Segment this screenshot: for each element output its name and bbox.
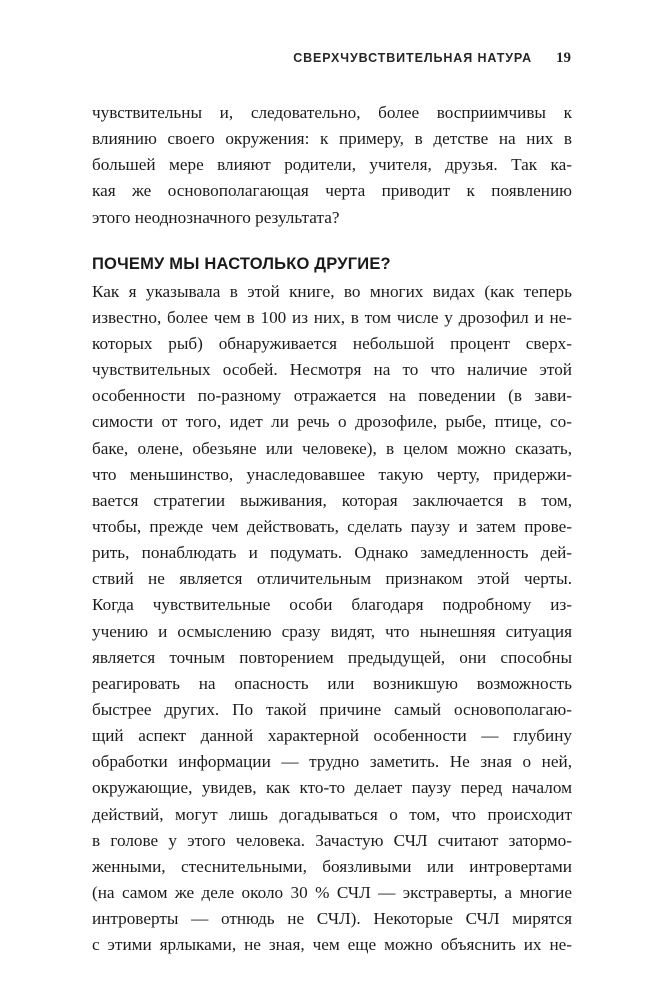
text-line: с этими ярлыками, не зная, чем еще можно объяснить их не- — [92, 935, 572, 955]
text-line: учению и осмыслению сразу видят, что нынешняя ситуация — [92, 621, 572, 641]
paragraph-2 — [92, 279, 572, 959]
running-head-title: СВЕРХЧУВСТВИТЕЛЬНАЯ НАТУРА — [293, 51, 532, 65]
running-head — [293, 50, 571, 67]
text-line: щий аспект данной характерной особенности — глубину — [92, 726, 572, 746]
text-line: обработки информации — трудно заметить. Не зная о ней, — [92, 752, 572, 772]
text-line: чувствительных особей. Несмотря на то что наличие этой — [92, 360, 572, 380]
paragraph-1 — [92, 100, 572, 231]
text-line: является точным повторением предыдущей, они способны — [92, 647, 572, 667]
text-line: чтобы, прежде чем действовать, сделать паузу и затем прове- — [92, 516, 572, 536]
text-line: известно, более чем в 100 из них, в том числе у дрозофил и не- — [92, 307, 572, 327]
body-text — [92, 100, 572, 958]
text-line: которых рыб) обнаруживается небольшой процент сверх- — [92, 333, 572, 353]
text-line: Как я указывала в этой книге, во многих видах (как теперь — [92, 281, 572, 301]
text-line: баке, олене, обезьяне или человеке), в целом можно сказать, — [92, 438, 572, 458]
text-line: кая же основополагающая черта приводит к появлению — [92, 181, 572, 201]
page-number: 19 — [556, 50, 571, 66]
text-line: вается стратегии выживания, которая заключается в том, — [92, 490, 572, 510]
text-line: влиянию своего окружения: к примеру, в детстве на них в — [92, 129, 572, 149]
text-line: рить, понаблюдать и подумать. Однако замедленность дей- — [92, 543, 572, 563]
text-line: женными, стеснительными, боязливыми или интровертами — [92, 856, 572, 876]
text-line: быстрее других. По такой причине самый основополагаю- — [92, 699, 572, 719]
text-line: особенности по-разному отражается на поведении (в зави- — [92, 386, 572, 406]
text-line: окружающие, увидев, как кто-то делает паузу перед началом — [92, 778, 572, 798]
text-line: этого неоднозначного результата? — [92, 207, 340, 227]
text-line: действий, могут лишь догадываться о том, что происходит — [92, 804, 572, 824]
text-line: интроверты — отнюдь не СЧЛ). Некоторые СЧЛ мирятся — [92, 909, 572, 929]
text-line: симости от того, идет ли речь о дрозофиле, рыбе, птице, со- — [92, 412, 572, 432]
text-line: реагировать на опасность или возникшую возможность — [92, 673, 572, 693]
text-line: Когда чувствительные особи благодаря подробному из- — [92, 595, 572, 615]
text-line: чувствительны и, следовательно, более восприимчивы к — [92, 103, 572, 122]
text-line: что меньшинство, унаследовавшее такую черту, придержи- — [92, 464, 572, 484]
text-line: (на самом же деле около 30 % СЧЛ — экстраверты, а многие — [92, 882, 572, 902]
section-heading: ПОЧЕМУ МЫ НАСТОЛЬКО ДРУГИЕ? — [92, 254, 391, 273]
text-line: большей мере влияют родители, учителя, друзья. Так ка- — [92, 155, 572, 175]
text-line: ствий не является отличительным признаком этой черты. — [92, 569, 572, 589]
text-line: в голове у этого человека. Зачастую СЧЛ считают затормо- — [92, 830, 572, 850]
